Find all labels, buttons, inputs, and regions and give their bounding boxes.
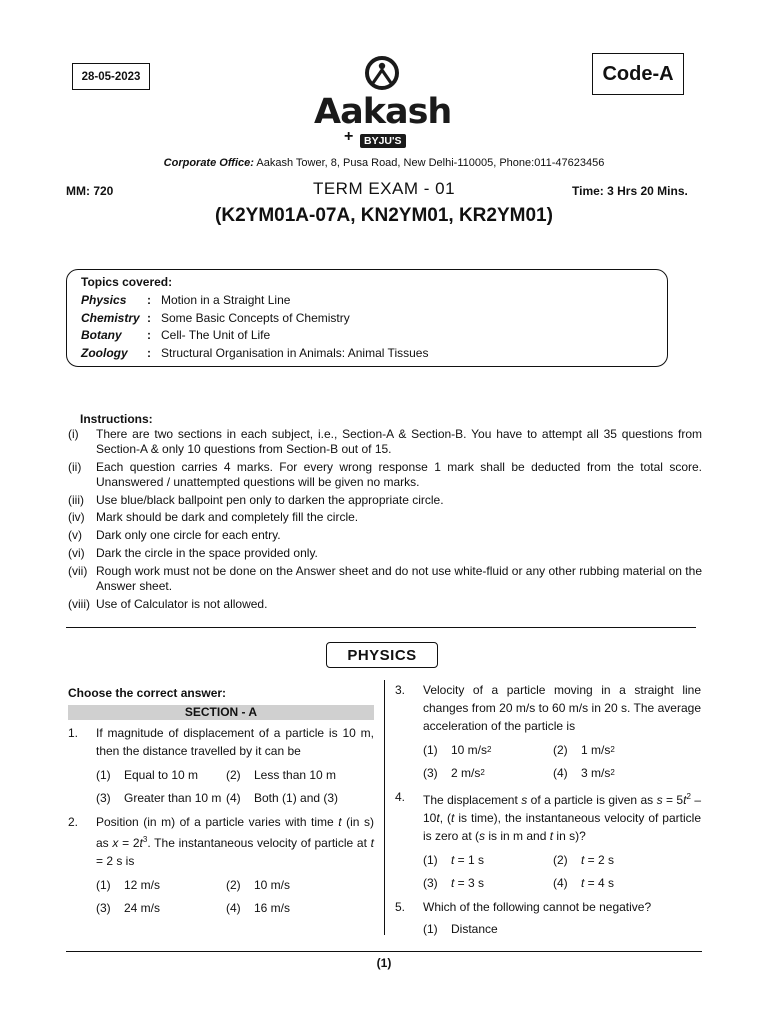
instruction-item bbox=[68, 597, 702, 612]
var: s bbox=[521, 793, 528, 807]
choose-answer-label: Choose the correct answer: bbox=[68, 686, 227, 700]
question-4 bbox=[395, 788, 701, 845]
text: = 2 bbox=[118, 836, 140, 850]
option-text: = 1 s bbox=[454, 853, 485, 867]
instruction-text: There are two sections in each subject, i.e., Section-A & Section-B. You have to attempt all 35 questions from Section-A & only 10 questions from Section-B out of 15. bbox=[96, 427, 702, 456]
var: t bbox=[436, 811, 440, 825]
question-number: 2. bbox=[68, 815, 79, 829]
option-text: 1 m/s bbox=[581, 743, 611, 757]
question-3-options bbox=[423, 741, 701, 782]
option-number: (1) bbox=[96, 878, 111, 892]
question-4-options bbox=[423, 851, 701, 892]
corporate-office bbox=[0, 157, 768, 169]
question-2 bbox=[68, 813, 374, 870]
exponent: 3 bbox=[142, 835, 148, 844]
option bbox=[553, 764, 701, 782]
topic-colon: : bbox=[147, 345, 151, 360]
option-number: (4) bbox=[553, 876, 568, 890]
question-5 bbox=[395, 898, 701, 916]
option-number: (3) bbox=[423, 876, 438, 890]
question-text bbox=[423, 788, 701, 845]
divider bbox=[66, 627, 696, 628]
option-number: (1) bbox=[96, 768, 111, 782]
question-number: 3. bbox=[395, 683, 406, 697]
topic-row bbox=[81, 345, 653, 363]
question-text: Which of the following cannot be negative? bbox=[423, 900, 652, 914]
exponent: 2 bbox=[480, 768, 485, 777]
var: s bbox=[479, 829, 486, 843]
option-text: 3 m/s bbox=[581, 766, 611, 780]
topics-box bbox=[66, 269, 668, 367]
instruction-number: (i) bbox=[68, 427, 79, 441]
instruction-item bbox=[68, 528, 702, 543]
instruction-item bbox=[68, 460, 702, 490]
question-text: Velocity of a particle moving in a straight line changes from 20 m/s to 60 m/s in 20 s. The average acceleration of the particle is bbox=[423, 683, 701, 733]
byjus-badge: BYJU'S bbox=[360, 134, 406, 148]
option-text: Both (1) and (3) bbox=[254, 791, 339, 805]
var: t bbox=[581, 876, 585, 890]
question-number: 4. bbox=[395, 790, 406, 804]
text: is time), the instantaneous velocity of particle is zero at ( bbox=[423, 811, 701, 843]
var: x bbox=[112, 836, 119, 850]
text: – 10 bbox=[423, 793, 701, 825]
option bbox=[423, 764, 553, 782]
logo-plus: + bbox=[344, 128, 354, 145]
option bbox=[423, 874, 553, 892]
page-number: (1) bbox=[376, 956, 392, 970]
option bbox=[226, 899, 374, 917]
option bbox=[96, 789, 226, 807]
text: , ( bbox=[439, 811, 452, 825]
option bbox=[553, 874, 701, 892]
instruction-number: (vi) bbox=[68, 545, 85, 560]
option-text: = 2 s bbox=[584, 853, 615, 867]
var: t bbox=[338, 815, 342, 829]
topic-subject: Botany bbox=[81, 328, 122, 342]
footer-divider bbox=[66, 951, 702, 952]
topic-text: Motion in a Straight Line bbox=[161, 293, 291, 307]
max-marks: MM: 720 bbox=[66, 184, 114, 198]
var: s bbox=[656, 793, 663, 807]
exponent: 2 bbox=[487, 745, 492, 754]
option-text: 24 m/s bbox=[124, 901, 161, 915]
option-number: (2) bbox=[553, 743, 568, 757]
exponent: 2 bbox=[610, 745, 615, 754]
option-number: (3) bbox=[96, 791, 111, 805]
question-1-options bbox=[96, 766, 374, 807]
right-column bbox=[395, 681, 701, 938]
var: t bbox=[581, 853, 585, 867]
topics-title: Topics covered: bbox=[81, 275, 173, 289]
instruction-item bbox=[68, 564, 702, 594]
option bbox=[226, 766, 374, 784]
topic-colon: : bbox=[147, 310, 151, 325]
text: (in s) as bbox=[96, 815, 374, 850]
topic-subject: Zoology bbox=[81, 345, 128, 360]
instruction-number: (vii) bbox=[68, 563, 88, 578]
instruction-text: Rough work must not be done on the Answer sheet and do not use white-fluid or any other rubbing material on the Answer sheet. bbox=[96, 563, 702, 593]
option-text: 10 m/s bbox=[451, 743, 488, 757]
question-number: 5. bbox=[395, 900, 406, 914]
exam-codes: (K2YM01A-07A, KN2YM01, KR2YM01) bbox=[215, 205, 553, 226]
option bbox=[423, 851, 553, 869]
exam-date: 28-05-2023 bbox=[72, 63, 150, 90]
option-number: (2) bbox=[226, 768, 241, 782]
instruction-text: Use of Calculator is not allowed. bbox=[96, 596, 268, 611]
option-number: (1) bbox=[423, 922, 438, 936]
option-text: Greater than 10 m bbox=[124, 791, 222, 805]
instruction-text: Dark only one circle for each entry. bbox=[96, 528, 281, 543]
topic-row bbox=[81, 292, 653, 310]
exponent: 2 bbox=[610, 768, 615, 777]
option bbox=[96, 766, 226, 784]
question-1 bbox=[68, 724, 374, 760]
option-text: Distance bbox=[451, 922, 498, 936]
option-text: = 3 s bbox=[454, 876, 485, 890]
paper-code: Code-A bbox=[592, 53, 684, 95]
exam-title: TERM EXAM - 01 bbox=[312, 179, 456, 198]
section-a-bar: SECTION - A bbox=[68, 705, 374, 720]
text: = 2 s is bbox=[96, 854, 135, 868]
physics-heading: PHYSICS bbox=[326, 642, 438, 668]
option-text: 16 m/s bbox=[254, 901, 291, 915]
question-2-options bbox=[96, 876, 374, 917]
question-text: If magnitude of displacement of a particle is 10 m, then the distance travelled by it can be bbox=[96, 726, 374, 758]
text: Position (in m) of a particle varies with time bbox=[96, 815, 339, 829]
var: t bbox=[370, 836, 374, 850]
topic-text: Cell- The Unit of Life bbox=[161, 328, 271, 342]
option-number: (4) bbox=[226, 791, 241, 805]
text: in s)? bbox=[553, 829, 586, 843]
var: t bbox=[451, 811, 455, 825]
logo-wordmark: Aakash bbox=[314, 92, 452, 132]
instructions bbox=[68, 412, 702, 614]
option bbox=[423, 741, 553, 759]
option-text: Less than 10 m bbox=[254, 768, 337, 782]
option-number: (4) bbox=[226, 901, 241, 915]
option bbox=[96, 899, 226, 917]
option-text: 12 m/s bbox=[124, 878, 161, 892]
var: t bbox=[683, 793, 687, 807]
topic-colon: : bbox=[147, 293, 151, 307]
topic-row bbox=[81, 327, 653, 345]
instruction-item bbox=[68, 427, 702, 457]
option bbox=[553, 741, 701, 759]
instruction-item bbox=[68, 493, 702, 508]
corporate-address: Aakash Tower, 8, Pusa Road, New Delhi-110005, Phone:011-47623456 bbox=[253, 157, 605, 169]
instruction-text: Dark the circle in the space provided only. bbox=[96, 545, 318, 560]
option-text: 2 m/s bbox=[451, 766, 481, 780]
question-number: 1. bbox=[68, 726, 79, 740]
option-text: 10 m/s bbox=[254, 878, 291, 892]
question-3 bbox=[395, 681, 701, 735]
option bbox=[553, 851, 701, 869]
option-text: = 4 s bbox=[584, 876, 615, 890]
instruction-item bbox=[68, 510, 702, 525]
topic-text: Some Basic Concepts of Chemistry bbox=[161, 310, 350, 325]
var: t bbox=[549, 829, 554, 843]
instruction-number: (iv) bbox=[68, 510, 85, 525]
text: . The instantaneous velocity of particle at bbox=[147, 836, 371, 850]
text: of a particle is given as bbox=[527, 793, 657, 807]
topic-colon: : bbox=[147, 328, 151, 342]
option-number: (4) bbox=[553, 766, 568, 780]
text: = 5 bbox=[662, 793, 684, 807]
option-number: (3) bbox=[423, 766, 438, 780]
column-divider bbox=[384, 680, 385, 935]
left-column bbox=[68, 684, 374, 923]
instruction-number: (iii) bbox=[68, 492, 84, 507]
option-number: (2) bbox=[553, 853, 568, 867]
text: is in m and bbox=[485, 829, 550, 843]
instruction-text: Mark should be dark and completely fill the circle. bbox=[96, 510, 359, 525]
instruction-number: (ii) bbox=[68, 459, 82, 474]
topic-subject: Chemistry bbox=[81, 310, 140, 325]
option-text: Equal to 10 m bbox=[124, 768, 199, 782]
topic-subject: Physics bbox=[81, 293, 127, 307]
option bbox=[423, 920, 701, 938]
instructions-title: Instructions: bbox=[80, 412, 153, 426]
option-number: (3) bbox=[96, 901, 111, 915]
option-number: (1) bbox=[423, 743, 438, 757]
instruction-number: (viii) bbox=[68, 596, 90, 611]
topic-row bbox=[81, 310, 653, 328]
question-text bbox=[96, 813, 374, 870]
exponent: 2 bbox=[686, 792, 691, 801]
option-number: (1) bbox=[423, 853, 438, 867]
var: t bbox=[451, 876, 455, 890]
option bbox=[226, 876, 374, 894]
option bbox=[226, 789, 374, 807]
var: t bbox=[139, 836, 143, 850]
text: The displacement bbox=[423, 793, 522, 807]
exam-duration: Time: 3 Hrs 20 Mins. bbox=[572, 184, 688, 198]
corporate-label: Corporate Office: bbox=[163, 157, 254, 169]
var: t bbox=[451, 853, 455, 867]
instruction-text: Use blue/black ballpoint pen only to darken the appropriate circle. bbox=[96, 492, 444, 507]
topic-text: Structural Organisation in Animals: Animal Tissues bbox=[161, 345, 429, 360]
instruction-item bbox=[68, 546, 702, 561]
option bbox=[96, 876, 226, 894]
aakash-byjus-logo bbox=[300, 52, 468, 156]
instruction-text: Each question carries 4 marks. For every wrong response 1 mark shall be deducted from the total score. Unanswered / unattempted questions will be given no marks. bbox=[96, 459, 702, 489]
option-number: (2) bbox=[226, 878, 241, 892]
instruction-number: (v) bbox=[68, 528, 82, 543]
